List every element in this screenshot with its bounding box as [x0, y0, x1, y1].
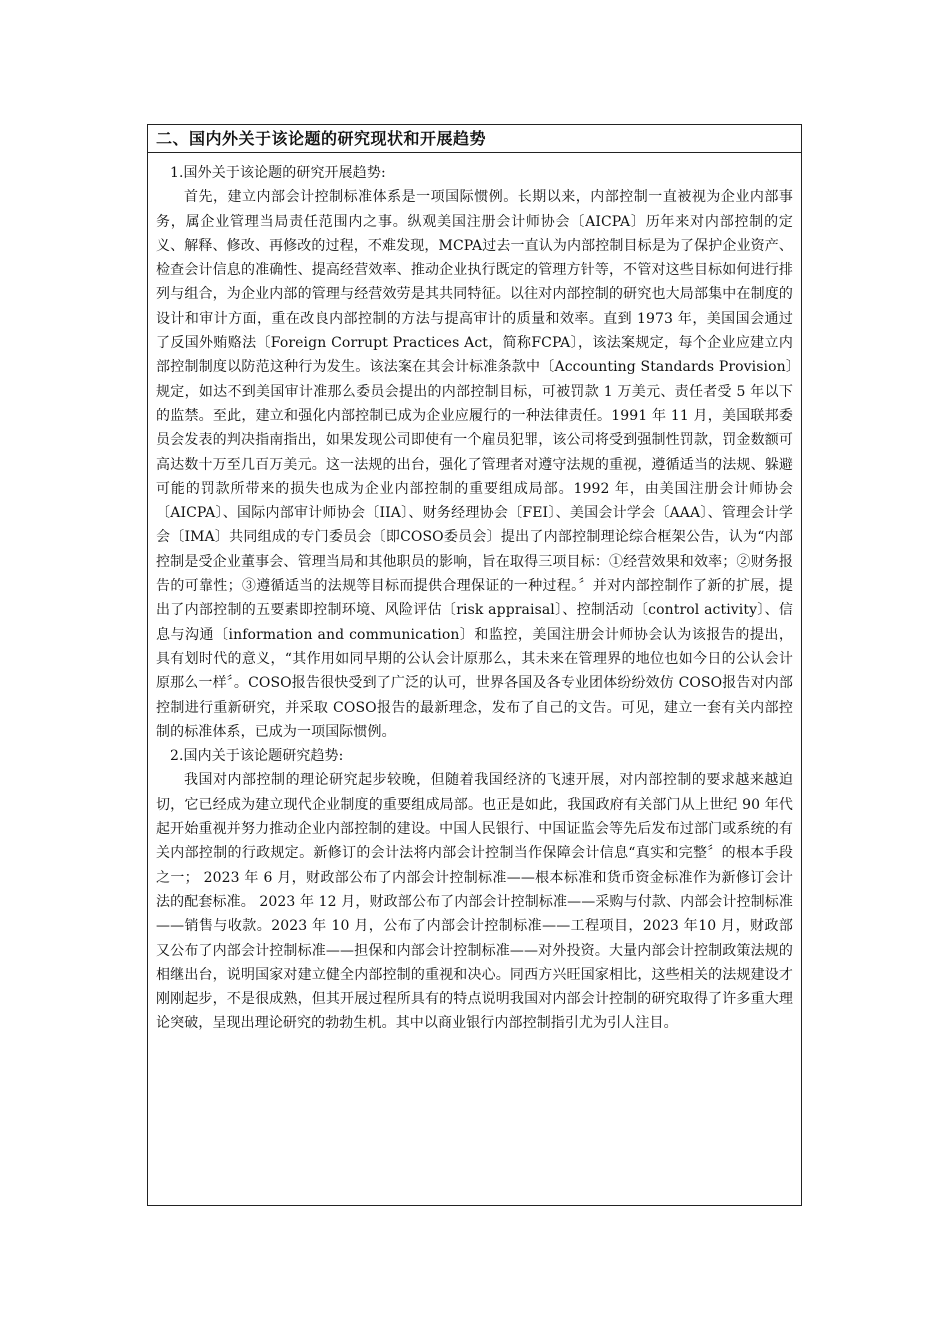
domestic-research-paragraph: 我国对内部控制的理论研究起步较晚，但随着我国经济的飞速开展，对内部控制的要求越来越迫切，它已经成为建立现代企业制度的重要组成局部。也正是如此，我国政府有关部门从上世纪 90 年代起开始重视并努力推动企业内部控制的建设。中国人民银行、中国证监会等先后发布过部门或系统的有关内部控制的行政规定。新修订的会计法将内部会计控制当作保障会计信息“真实和完整〞的根本手段之一； 2023 年 6 月，财政部公布了内部会计控制标准——根本标准和货币资金标准作为新修订会计法的配套标准。 2023 年 12 月，财政部公布了内部会计控制标准——采购与付款、内部会计控制标准——销售与收款。2023 年 10 月，公布了内部会计控制标准——工程项目，2023 年10 月，财政部又公布了内部会计控制标准——担保和内部会计控制标准——对外投资。大量内部会计控制政策法规的相继出台，说明国家对建立健全内部控制的重视和决心。同西方兴旺国家相比，这些相关的法规建设才刚刚起步，不是很成熟，但其开展过程所具有的特点说明我国对内部会计控制的研究取得了许多重大理论突破，呈现出理论研究的勃勃生机。其中以商业银行内部控制指引尤为引人注目。	[156, 772, 793, 1032]
document-table-cell	[147, 124, 802, 1206]
foreign-research-heading: 1.国外关于该论题的研究开展趋势:	[170, 165, 386, 181]
section-title: 二、国内外关于该论题的研究现状和开展趋势	[148, 125, 801, 153]
foreign-research-paragraph: 首先，建立内部会计控制标准体系是一项国际惯例。长期以来，内部控制一直被视为企业内部事务，属企业管理当局责任范围内之事。纵观美国注册会计师协会〔AICPA〕历年来对内部控制的定义、解释、修改、再修改的过程，不难发现，MCPA过去一直认为内部控制目标是为了保护企业资产、检查会计信息的准确性、提高经营效率、推动企业执行既定的管理方针等，不管对这些目标如何进行排列与组合，为企业内部的管理与经营效劳是其共同特征。以往对内部控制的研究也大局部集中在制度的设计和审计方面，重在改良内部控制的方法与提高审计的质量和效率。直到 1973 年，美国国会通过了反国外贿赂法〔Foreign Corrupt Practices Act，简称FCPA〕，该法案规定，每个企业应建立内部控制制度以防范这种行为发生。该法案在其会计标准条款中〔Accounting Standards Provision〕规定，如达不到美国审计准那么委员会提出的内部控制目标，可被罚款 1 万美元、责任者受 5 年以下的监禁。至此，建立和强化内部控制已成为企业应履行的一种法律责任。1991 年 11 月，美国联邦委员会发表的判决指南指出，如果发现公司即使有一个雇员犯罪，该公司将受到强制性罚款，罚金数额可高达数十万至几百万美元。这一法规的出台，强化了管理者对遵守法规的重视，遵循适当的法规、躲避可能的罚款所带来的损失也成为企业内部控制的重要组成局部。1992 年，由美国注册会计师协会〔AICPA〕、国际内部审计师协会〔IIA〕、财务经理协会〔FEI〕、美国会计学会〔AAA〕、管理会计学会〔IMA〕共同组成的专门委员会〔即COSO委员会〕提出了内部控制理论综合框架公告，认为“内部控制是受企业董事会、管理当局和其他职员的影响，旨在取得三项目标：①经营效果和效率；②财务报告的可靠性；③遵循适当的法规等目标而提供合理保证的一种过程。〞并对内部控制作了新的扩展，提出了内部控制的五要素即控制环境、风险评估〔risk appraisal〕、控制活动〔control activity〕、信息与沟通〔information and communication〕和监控，美国注册会计师协会认为该报告的提出，具有划时代的意义，“其作用如同早期的公认会计原那么，其未来在管理界的地位也如今日的公认会计原那么一样〞。COSO报告很快受到了广泛的认可，世界各国及各专业团体纷纷效仿 COSO报告对内部控制进行重新研究，并采取 COSO报告的最新理念，发布了自己的文告。可见，建立一套有关内部控制的标准体系，已成为一项国际惯例。	[156, 189, 793, 740]
domestic-research-heading: 2.国内关于该论题研究趋势:	[170, 748, 344, 765]
section-content	[148, 153, 801, 1036]
